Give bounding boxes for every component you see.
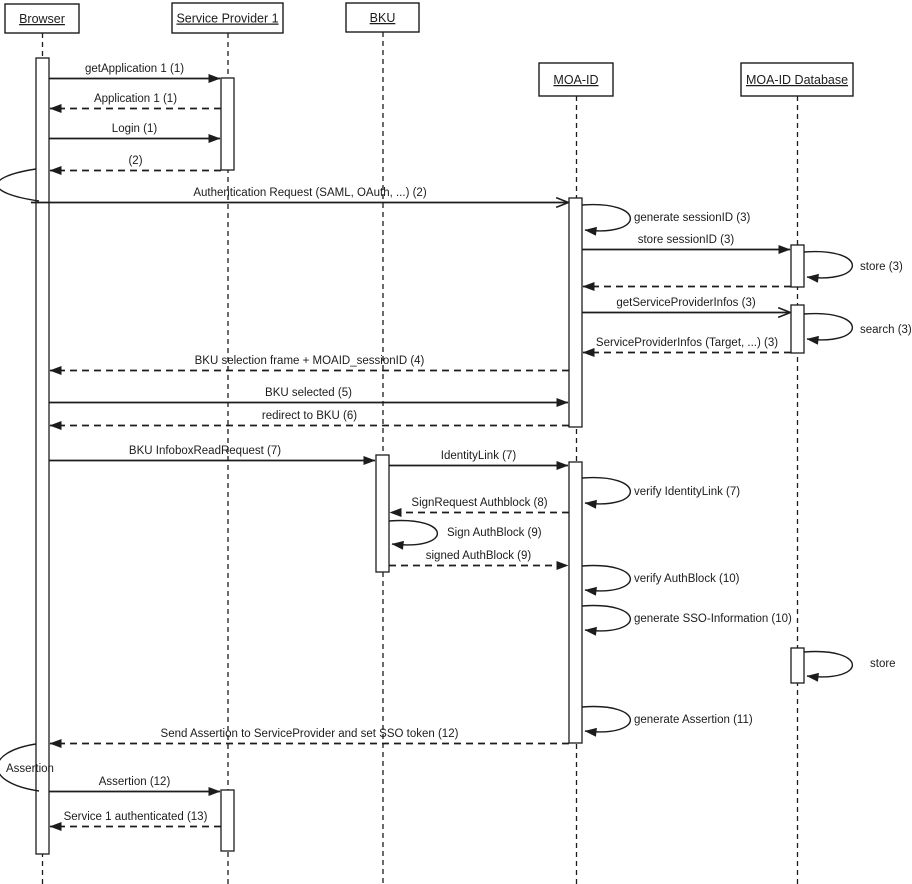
message-label: getServiceProviderInfos (3) — [616, 297, 756, 309]
self-call-arc — [389, 521, 437, 545]
message-2 — [50, 155, 221, 171]
message-getapplication-1-1 — [49, 63, 220, 79]
self-call-arc — [804, 252, 852, 278]
actor-bku — [346, 3, 419, 32]
activation-bar-moadb-6 — [791, 245, 804, 287]
self-call-search-3 — [804, 314, 912, 340]
message-label: SignRequest Authblock (8) — [411, 497, 548, 509]
self-call-arc — [582, 606, 630, 631]
actor-moaid — [539, 63, 613, 96]
message-label: Application 1 (1) — [93, 93, 178, 105]
activation-bar-moaid-4 — [569, 198, 582, 427]
actor-bku-label: BKU — [369, 11, 396, 25]
self-call-arc — [582, 478, 630, 504]
actor-browser — [5, 4, 79, 33]
browser-loop-arc — [0, 169, 39, 201]
self-call-generate-assertion-11 — [582, 707, 753, 732]
activation-bar-bku-3 — [376, 455, 389, 572]
message-label: getApplication 1 (1) — [84, 63, 185, 75]
actor-browser-label: Browser — [19, 12, 65, 26]
self-call-arc — [582, 707, 630, 732]
activation-bar-moaid-5 — [569, 462, 582, 743]
actor-moadb — [741, 63, 853, 96]
self-call-arc — [582, 566, 630, 591]
message-label: BKU selection frame + MOAID_sessionID (4) — [194, 355, 425, 367]
self-call-arc — [804, 314, 852, 340]
message-label: (2) — [128, 155, 143, 167]
message-store-sessionid-3 — [582, 234, 790, 250]
self-call-store-3 — [804, 252, 903, 278]
message-bku-infoboxreadrequest-7 — [49, 445, 375, 461]
message-label: signed AuthBlock (9) — [425, 550, 532, 562]
self-call-label: store (3) — [860, 261, 903, 273]
actor-sp1-label: Service Provider 1 — [176, 11, 279, 26]
actor-moaid-label: MOA-ID — [553, 73, 599, 87]
self-call-label: generate SSO-Information (10) — [634, 613, 792, 625]
message-service-1-authenticated-13 — [50, 811, 221, 827]
message-label: Service 1 authenticated (13) — [63, 811, 208, 823]
browser-loop-label: Assertion — [6, 763, 54, 775]
actor-sp1 — [172, 3, 283, 33]
message-identitylink-7 — [389, 450, 568, 466]
message-authentication-request-saml-oauth-2 — [31, 187, 568, 203]
message-label: IdentityLink (7) — [440, 450, 517, 462]
message-assertion-12 — [49, 776, 220, 792]
message-bku-selection-frame-moaid-sessionid-4 — [50, 355, 569, 371]
message-label: BKU selected (5) — [265, 387, 352, 399]
self-call-label: verify AuthBlock (10) — [634, 573, 740, 585]
activation-bar-sp1-1 — [221, 78, 234, 170]
browser-loop-0 — [0, 169, 39, 201]
message-getserviceproviderinfos-3 — [582, 297, 790, 313]
self-call-verify-identitylink-7 — [582, 478, 740, 504]
activation-bar-sp1-2 — [221, 790, 234, 851]
message-send-assertion-to-serviceprovider-and-set-sso-token-12 — [50, 728, 569, 744]
self-call-arc — [804, 652, 852, 677]
activation-bar-browser-0 — [36, 58, 49, 854]
self-call-arc — [582, 205, 630, 231]
message-label: BKU InfoboxReadRequest (7) — [128, 445, 282, 457]
activation-bar-moadb-8 — [791, 648, 804, 683]
self-call-generate-sessionid-3 — [582, 205, 751, 231]
message-login-1 — [49, 123, 220, 139]
message-label: Authentication Request (SAML, OAuth, ...) (2) — [193, 187, 427, 199]
self-call-label: generate sessionID (3) — [634, 212, 751, 224]
message-label: ServiceProviderInfos (Target, ...) (3) — [595, 337, 779, 349]
message-bku-selected-5 — [49, 387, 568, 403]
self-call-sign-authblock-9 — [389, 521, 542, 545]
message-serviceproviderinfos-target-3 — [583, 337, 791, 353]
message-signed-authblock-9 — [389, 550, 568, 566]
actor-moadb-label: MOA-ID Database — [745, 73, 849, 87]
self-call-label: Sign AuthBlock (9) — [447, 527, 542, 539]
self-call-label: search (3) — [860, 324, 912, 336]
message-signrequest-authblock-8 — [390, 497, 569, 513]
message-application-1-1 — [50, 93, 221, 109]
message-redirect-to-bku-6 — [50, 410, 569, 426]
self-call-verify-authblock-10 — [582, 566, 740, 591]
self-call-label: verify IdentityLink (7) — [634, 486, 741, 498]
message-label: Assertion (12) — [98, 776, 171, 788]
self-call-generate-sso-information-10 — [582, 606, 792, 631]
self-call-label: generate Assertion (11) — [634, 714, 753, 726]
self-call-label: store — [870, 658, 896, 670]
message-label: redirect to BKU (6) — [261, 410, 358, 422]
message-label: Send Assertion to ServiceProvider and set SSO token (12) — [160, 728, 459, 740]
message-label: store sessionID (3) — [637, 234, 735, 246]
self-call-store — [804, 652, 896, 677]
message-label: Login (1) — [111, 123, 158, 135]
activation-bar-moadb-7 — [791, 305, 804, 353]
